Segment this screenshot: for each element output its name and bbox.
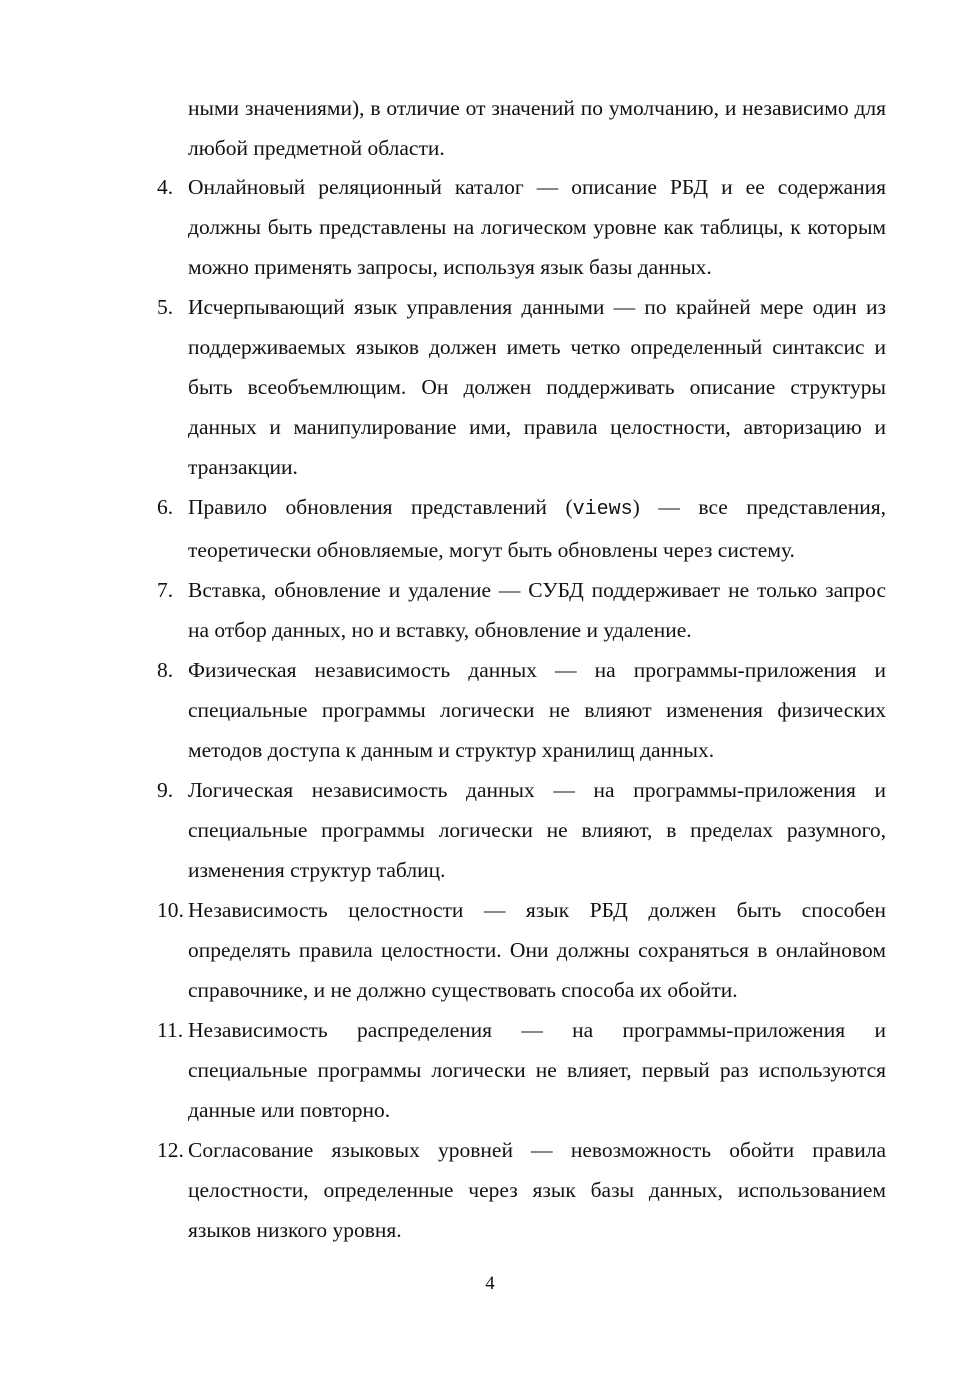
list-item — [157, 770, 886, 890]
list-item-number: 9. — [157, 778, 174, 802]
list-item-text: Онлайновый реляционный каталог — описание РБД и ее содержания должны быть представлены на логическом уровне как таблицы, к которым можно применять запросы, используя язык базы данных. — [188, 175, 886, 279]
list-item-number: 5. — [157, 295, 174, 319]
list-item — [157, 1130, 886, 1250]
list-item-text: Независимость целостности — язык РБД должен быть способен определять правила целостности. Они должны сохраняться в онлайновом справочнике, и не должно существовать способа их обойти. — [188, 898, 886, 1002]
list-item-number: 4. — [157, 175, 174, 199]
list-item-text-after: ) — все представления, теоретически обновляемые, могут быть обновлены через систему. — [188, 495, 886, 562]
continuation-paragraph: ными значениями), в отличие от значений по умолчанию, и независимо для любой предметной области. — [188, 96, 886, 160]
rules-list — [157, 167, 886, 1250]
page-number: 4 — [485, 1273, 495, 1294]
list-item-text: Вставка, обновление и удаление — СУБД поддерживает не только запрос на отбор данных, но и вставку, обновление и удаление. — [188, 578, 886, 642]
list-item-number: 6. — [157, 495, 174, 519]
list-item — [157, 570, 886, 650]
list-item-number: 12. — [157, 1138, 184, 1162]
list-item-text: Согласование языковых уровней — невозможность обойти правила целостности, определенные через язык базы данных, использованием языков низкого уровня. — [188, 1138, 886, 1242]
list-item-text: Исчерпывающий язык управления данными — по крайней мере один из поддерживаемых языков должен иметь четко определенный синтаксис и быть всеобъемлющим. Он должен поддерживать описание структуры данных и манипулирование ими, правила целостности, авторизацию и транзакции. — [188, 295, 886, 479]
list-item-text: Независимость распределения — на программы-приложения и специальные программы логически не влияет, первый раз используются данные или повторно. — [188, 1018, 886, 1122]
list-item — [157, 287, 886, 487]
list-item-number: 8. — [157, 658, 174, 682]
list-item-text: Логическая независимость данных — на программы-приложения и специальные программы логически не влияют, в пределах разумного, изменения структур таблиц. — [188, 778, 886, 882]
list-item — [157, 487, 886, 570]
code-term: views — [572, 498, 633, 521]
list-item-number: 7. — [157, 578, 174, 602]
list-item-text-before: Правило обновления представлений ( — [188, 495, 573, 519]
list-item-number: 11. — [157, 1018, 184, 1042]
list-item — [157, 1010, 886, 1130]
list-item — [157, 167, 886, 287]
list-item — [157, 650, 886, 770]
list-item-text: Физическая независимость данных — на программы-приложения и специальные программы логически не влияют изменения физических методов доступа к данным и структур хранилищ данных. — [188, 658, 886, 762]
list-item-number: 10. — [157, 898, 184, 922]
list-item — [157, 890, 886, 1010]
